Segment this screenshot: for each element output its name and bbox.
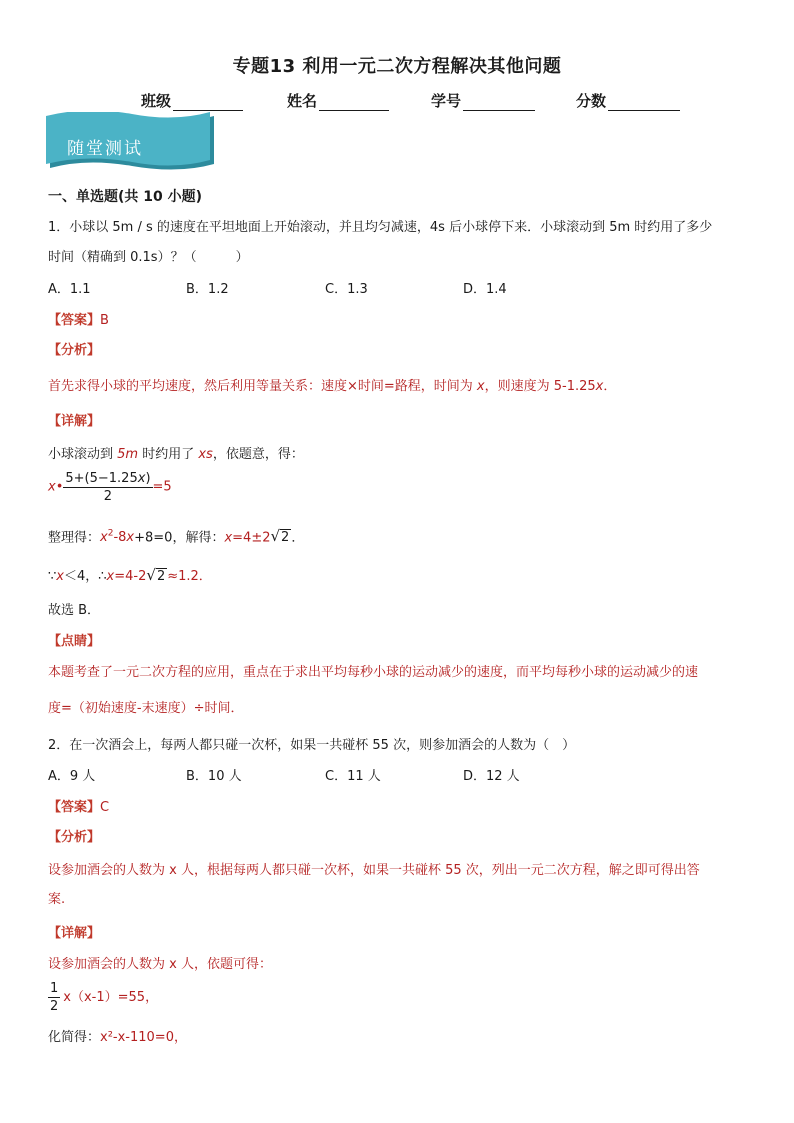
q1-comment-line1: 本题考查了一元二次方程的应用，重点在于求出平均每秒小球的运动减少的速度，而平均每秒小球的运动减少的速 <box>48 665 699 680</box>
q2-option-c[interactable]: C．11 人 <box>325 769 381 784</box>
q1-analysis-tag: 【分析】 <box>48 343 101 358</box>
q2-option-b[interactable]: B．10 人 <box>186 769 242 784</box>
q2-option-d[interactable]: D．12 人 <box>463 769 520 784</box>
answer-tag: 【答案】 <box>48 313 101 328</box>
q2-stem: 2．在一次酒会上，每两人都只碰一次杯，如果一共碰杯 55 次，则参加酒会的人数为（ ） <box>48 738 576 753</box>
q2-analysis-tag: 【分析】 <box>48 830 101 845</box>
page-title: 专题13 利用一元二次方程解决其他问题 <box>232 56 562 77</box>
score-field[interactable]: 分数 <box>576 90 680 111</box>
q2-detail-line1: 设参加酒会的人数为 x 人，依题可得： <box>48 957 272 972</box>
q1-simplify: 整理得：$x^2-8x+8=0$，解得：x=4±2√2 ． <box>48 527 305 546</box>
banner-label: 随堂测试 <box>67 139 143 159</box>
q1-option-b[interactable]: B．1.2 <box>186 282 229 297</box>
q1-option-c[interactable]: C．1.3 <box>325 282 368 297</box>
q1-choose: 故选 B． <box>48 603 101 618</box>
class-field[interactable]: 班级 <box>141 90 243 111</box>
answer-value: B <box>100 313 109 328</box>
q2-analysis-line2: 案. <box>48 892 66 907</box>
section-title: 一、单选题(共 10 小题) <box>48 189 203 205</box>
q1-comment-line2: 度=（初始速度-末速度）÷时间． <box>48 701 244 716</box>
q1-option-a[interactable]: A．1.1 <box>48 282 91 297</box>
answer-value: C <box>100 800 110 815</box>
q1-detail-line: 小球滚动到 5m 时约用了 xs，依题意，得： <box>48 447 304 462</box>
equation-fraction: $\frac{5+(5-1.25x)}{2}$ <box>65 471 151 504</box>
q1-answer <box>48 312 109 330</box>
q1-comment-tag: 【点睛】 <box>48 634 101 649</box>
q1-detail-tag: 【详解】 <box>48 414 101 429</box>
q2-answer: 【答案】C <box>48 800 110 815</box>
name-field[interactable]: 姓名 <box>287 90 389 111</box>
q1-stem-line2: 时间（精确到 0.1s）？（ ） <box>48 250 249 265</box>
student-number-field[interactable]: 学号 <box>431 90 535 111</box>
q1-because: ∵x＜4，∴x=4-2√2 ≈1.2． <box>48 566 212 584</box>
half-fraction: $\frac{1}{2}$ <box>50 981 59 1014</box>
q2-option-a[interactable]: A．9 人 <box>48 769 96 784</box>
q1-equation: x• $\frac{5+(5-1.25x)}{2}$ =5 <box>48 471 172 504</box>
q2-analysis-line1: 设参加酒会的人数为 x 人，根据每两人都只碰一次杯，如果一共碰杯 55 次，列出一元二次方程，解之即可得出答 <box>48 863 700 878</box>
q1-stem-line1: 1．小球以 5m / s 的速度在平坦地面上开始滚动，并且均匀减速，4s 后小球停下来．小球滚动到 5m 时约用了多少 <box>48 220 713 235</box>
q1-option-d[interactable]: D．1.4 <box>463 282 507 297</box>
q1-analysis-text: 首先求得小球的平均速度，然后利用等量关系：速度×时间=路程，时间为 x，则速度为 5-1.25x． <box>48 379 617 394</box>
q2-detail-tag: 【详解】 <box>48 926 101 941</box>
q2-equation: $\frac{1}{2}$ x（x-1）=55， <box>50 981 159 1014</box>
q2-simplify: 化简得：x²-x-110=0， <box>48 1030 187 1045</box>
